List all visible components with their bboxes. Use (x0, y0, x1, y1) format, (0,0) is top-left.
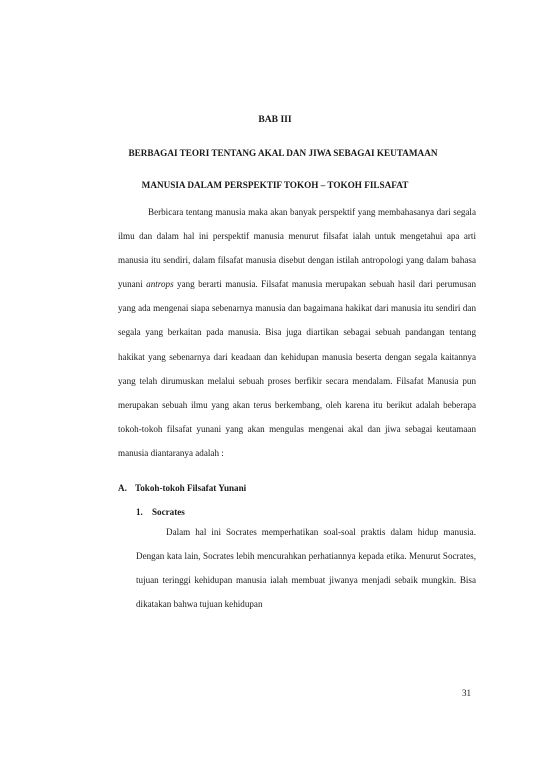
section-marker: A. (118, 483, 127, 493)
intro-italic-term: antrops (146, 279, 174, 290)
subsection-title: Socrates (152, 507, 185, 517)
subsection-marker: 1. (136, 507, 143, 517)
intro-text-start: Berbicara tentang manusia maka akan banyak perspektif yang membahasanya dari segala ilmu dan dalam hal ini perspektif manusia menurut filsafat ialah untuk mengetahui apa arti manusia itu sendiri, dalam filsafat manusia disebut dengan istilah antropologi yang dalam bahasa yunani (118, 207, 476, 290)
subsection-heading-1 (136, 507, 185, 517)
section-heading-a (118, 483, 246, 493)
chapter-heading: BAB III (258, 114, 292, 125)
page-number: 31 (462, 688, 472, 698)
chapter-title-line-2: MANUSIA DALAM PERSPEKTIF TOKOH – TOKOH FILSAFAT (141, 180, 409, 190)
section-title: Tokoh-tokoh Filsafat Yunani (135, 483, 247, 493)
intro-paragraph (118, 200, 476, 465)
intro-text-end: yang berarti manusia. Filsafat manusia merupakan sebuah hasil dari perumusan yang ada mengenai siapa sebenarnya manusia dan bagaimana hakikat dari manusia itu sendiri dan segala yang berkaitan pada manusia. Bisa juga diartikan sebagai sebuah pandangan tentang hakikat yang sebenarnya dari keadaan dan kehidupan manusia beserta dengan segala kaitannya yang telah dirumuskan melalui sebuah proses berfikir secara mendalam. Filsafat Manusia pun merupakan sebuah ilmu yang akan terus berkembang, oleh karena itu berikut adalah beberapa tokoh-tokoh filsafat yunani yang akan mengulas mengenai akal dan jiwa sebagai keutamaan manusia diantaranya adalah : (118, 279, 476, 458)
chapter-title-line-1: BERBAGAI TEORI TENTANG AKAL DAN JIWA SEBAGAI KEUTAMAAN (128, 148, 438, 158)
socrates-paragraph: Dalam hal ini Socrates memperhatikan soal-soal praktis dalam hidup manusia. Dengan kata lain, Socrates lebih mencurahkan perhatiannya kepada etika. Menurut Socrates, tujuan teringgi kehidupan manusia ialah membuat jiwanya menjadi sebaik mungkin. Bisa dikatakan bahwa tujuan kehidupan (136, 527, 476, 610)
